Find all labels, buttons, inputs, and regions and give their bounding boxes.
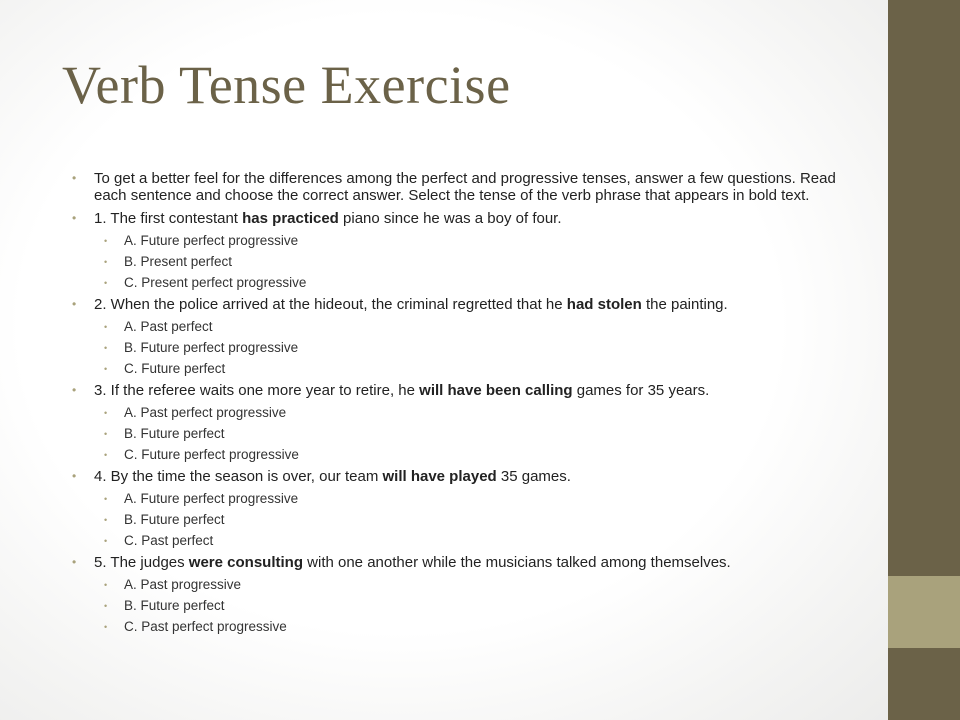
question-text: 1. The first contestant [94, 210, 243, 227]
bullet-icon: • [104, 622, 108, 632]
question-verb-bold: will have been calling [419, 382, 573, 399]
answer-option [104, 533, 852, 549]
question-text-end: the painting. [641, 296, 728, 313]
answer-option-text: B. Future perfect progressive [124, 340, 299, 355]
answer-option [104, 319, 852, 335]
bullet-icon: • [104, 494, 108, 504]
slide-title: Verb Tense Exercise [62, 55, 511, 115]
answer-option-text: B. Future perfect [124, 426, 225, 441]
answer-option [104, 340, 852, 356]
answer-option-text: C. Future perfect progressive [124, 447, 299, 462]
question-verb-bold: had stolen [566, 296, 642, 313]
bullet-icon: • [104, 322, 108, 332]
answer-option-text: C. Past perfect progressive [124, 619, 287, 634]
answer-option [104, 598, 852, 614]
answer-option-text: C. Future perfect [124, 361, 226, 376]
side-bar-top [888, 0, 960, 576]
bullet-icon: • [104, 236, 108, 246]
bullet-icon: • [72, 555, 77, 569]
answer-option [104, 447, 852, 463]
answer-option [104, 619, 852, 635]
question-text: 2. When the police arrived at the hideout, the criminal regretted that he [94, 296, 567, 313]
answer-option-text: A. Past perfect [124, 319, 213, 334]
question-item [72, 382, 852, 399]
answer-option [104, 254, 852, 270]
bullet-icon: • [72, 297, 77, 311]
bullet-icon: • [104, 580, 108, 590]
answer-option-text: A. Past progressive [124, 577, 242, 592]
bullet-icon: • [72, 211, 77, 225]
answer-option-text: C. Present perfect progressive [124, 275, 307, 290]
question-text: 5. The judges [94, 554, 189, 571]
bullet-icon: • [104, 408, 108, 418]
intro-item [72, 170, 852, 204]
bullet-icon: • [104, 257, 108, 267]
question-text: 4. By the time the season is over, our team [94, 468, 383, 485]
answer-option-text: A. Future perfect progressive [124, 233, 299, 248]
bullet-list [72, 170, 852, 640]
bullet-icon: • [72, 383, 77, 397]
answer-option [104, 233, 852, 249]
answer-option-text: B. Present perfect [124, 254, 233, 269]
question-item [72, 210, 852, 227]
answer-option [104, 577, 852, 593]
answer-option [104, 491, 852, 507]
bullet-icon: • [104, 601, 108, 611]
intro-text: To get a better feel for the differences among the perfect and progressive tenses, answer a few questions. Read each sentence and choose the correct answer. Select the tense of the verb phrase that appears in bold text. [94, 170, 836, 204]
bullet-icon: • [104, 278, 108, 288]
bullet-icon: • [104, 364, 108, 374]
bullet-icon: • [104, 450, 108, 460]
bullet-icon: • [104, 429, 108, 439]
bullet-icon: • [104, 343, 108, 353]
answer-option [104, 426, 852, 442]
question-verb-bold: will have played [382, 468, 497, 485]
question-verb-bold: has practiced [242, 210, 339, 227]
answer-option-text: C. Past perfect [124, 533, 214, 548]
side-bar-bottom [888, 648, 960, 720]
question-text-end: piano since he was a boy of four. [338, 210, 562, 227]
answer-option [104, 405, 852, 421]
question-item [72, 554, 852, 571]
answer-option [104, 512, 852, 528]
answer-option [104, 275, 852, 291]
bullet-icon: • [104, 515, 108, 525]
bullet-icon: • [104, 536, 108, 546]
bullet-icon: • [72, 469, 77, 483]
answer-option-text: B. Future perfect [124, 512, 225, 527]
question-item [72, 468, 852, 485]
question-text-end: with one another while the musicians talked among themselves. [302, 554, 731, 571]
answer-option [104, 361, 852, 377]
answer-option-text: A. Future perfect progressive [124, 491, 299, 506]
question-item [72, 296, 852, 313]
answer-option-text: A. Past perfect progressive [124, 405, 287, 420]
question-text: 3. If the referee waits one more year to retire, he [94, 382, 420, 399]
question-text-end: 35 games. [496, 468, 571, 485]
answer-option-text: B. Future perfect [124, 598, 225, 613]
question-text-end: games for 35 years. [572, 382, 710, 399]
question-verb-bold: were consulting [188, 554, 303, 571]
bullet-icon: • [72, 171, 77, 185]
side-bar-middle [888, 576, 960, 648]
